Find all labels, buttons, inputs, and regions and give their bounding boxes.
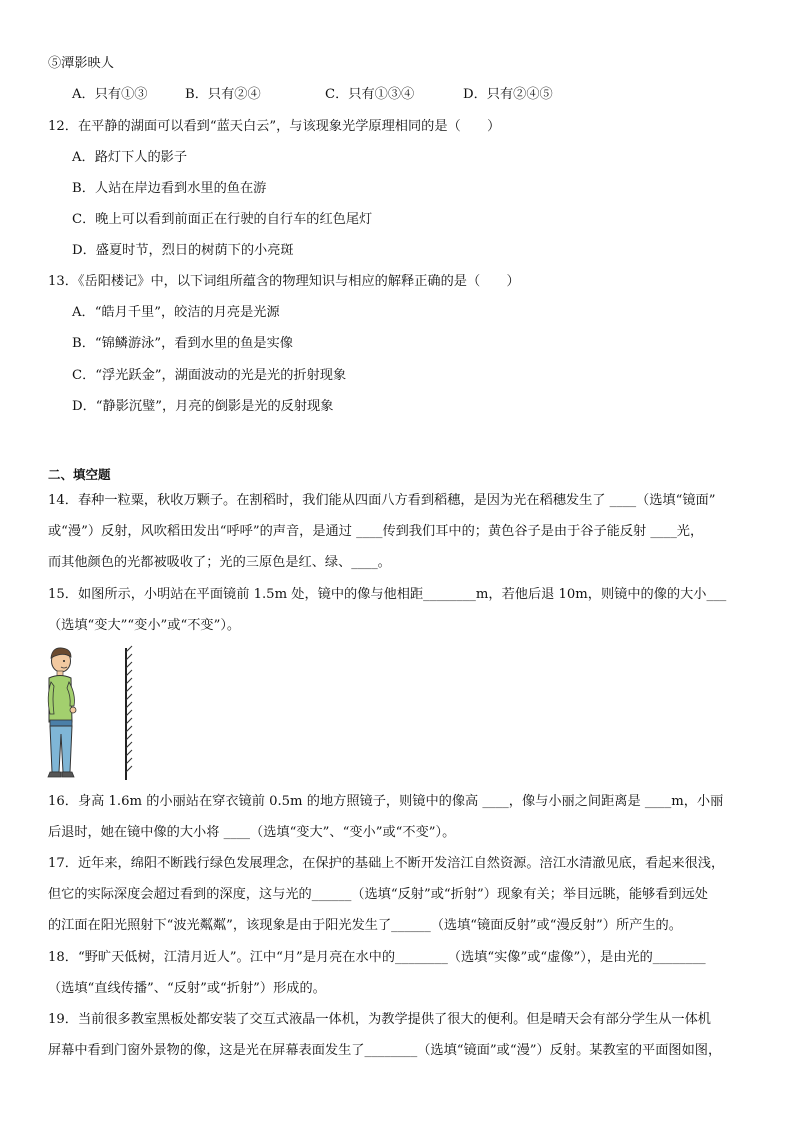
- q16-line1: 16．身高 1.6m 的小丽站在穿衣镜前 0.5m 的地方照镜子，则镜中的像高 ____，像与小丽之间距离是 ____m，小丽: [48, 794, 724, 809]
- q19-line1: 19．当前很多教室黑板处都安装了交互式液晶一体机，为教学提供了很大的便利。但是晴天会有部分学生从一体机: [48, 1012, 711, 1027]
- q17-line2: 但它的实际深度会超过看到的深度，这与光的______（选填“反射”或“折射”）现象有关；举目远眺，能够看到远处: [48, 887, 708, 902]
- q14-line2: 或“漫”）反射，风吹稻田发出“呼呼”的声音，是通过 ____传到我们耳中的；黄色谷子是由于谷子能反射 ____光，: [48, 524, 704, 539]
- section-title-fill-in: 二、填空题: [48, 467, 111, 482]
- q12-option-d: D．盛夏时节，烈日的树荫下的小亮斑: [72, 243, 294, 258]
- q11-option-a: A．只有①③: [72, 87, 148, 102]
- q17-line3: 的江面在阳光照射下“波光粼粼”，该现象是由于阳光发生了______（选填“镜面反射”或“漫反射”）所产生的。: [48, 918, 682, 933]
- q11-option-c: C．只有①③④: [325, 87, 415, 102]
- q19-line2: 屏幕中看到门窗外景物的像，这是光在屏幕表面发生了________（选填“镜面”或“漫”）反射。某教室的平面图如图，: [48, 1043, 722, 1058]
- q14-line3: 而其他颜色的光都被吸收了；光的三原色是红、绿、____。: [48, 555, 391, 570]
- q16-line2: 后退时，她在镜中像的大小将 ____（选填“变大”、“变小”或“不变”）。: [48, 825, 456, 840]
- q12-option-b: B．人站在岸边看到水里的鱼在游: [72, 181, 267, 196]
- q13-option-a: A．“皓月千里”，皎洁的月亮是光源: [72, 305, 280, 320]
- q12-option-a: A．路灯下人的影子: [72, 150, 188, 165]
- q18-line1: 18．“野旷天低树，江清月近人”。江中“月”是月亮在水中的________（选填“实像”或“虚像”），是由光的________: [48, 950, 706, 965]
- q11-item5: ⑤潭影映人: [48, 56, 114, 71]
- q11-option-b: B．只有②④: [185, 87, 261, 102]
- q13-option-b: B．“锦鳞游泳”，看到水里的鱼是实像: [72, 336, 293, 351]
- q15-line1: 15．如图所示，小明站在平面镜前 1.5m 处，镜中的像与他相距________m，若他后退 10m，则镜中的像的大小___: [48, 587, 727, 602]
- q15-line2: （选填“变大”“变小”或“不变”）。: [48, 618, 241, 633]
- q13-stem: 13．《岳阳楼记》中，以下词组所蕴含的物理知识与相应的解释正确的是（ ）: [48, 274, 520, 289]
- boy-mirror-figure: [40, 642, 140, 782]
- q12-option-c: C．晚上可以看到前面正在行驶的自行车的红色尾灯: [72, 212, 373, 227]
- q17-line1: 17．近年来，绵阳不断践行绿色发展理念，在保护的基础上不断开发涪江自然资源。涪江水清澈见底，看起来很浅，: [48, 856, 725, 871]
- q12-stem: 12．在平静的湖面可以看到“蓝天白云”，与该现象光学原理相同的是（ ）: [48, 119, 501, 134]
- q11-option-d: D．只有②④⑤: [463, 87, 553, 102]
- q18-line2: （选填“直线传播”、“反射”或“折射”）形成的。: [48, 981, 326, 996]
- boy-icon: [48, 648, 76, 777]
- q13-option-d: D．“静影沉璧”，月亮的倒影是光的反射现象: [72, 399, 334, 414]
- q13-option-c: C．“浮光跃金”，湖面波动的光是光的折射现象: [72, 368, 347, 383]
- q14-line1: 14．春种一粒粟，秋收万颗子。在割稻时，我们能从四面八方看到稻穗，是因为光在稻穗发生了 ____（选填“镜面”: [48, 493, 716, 508]
